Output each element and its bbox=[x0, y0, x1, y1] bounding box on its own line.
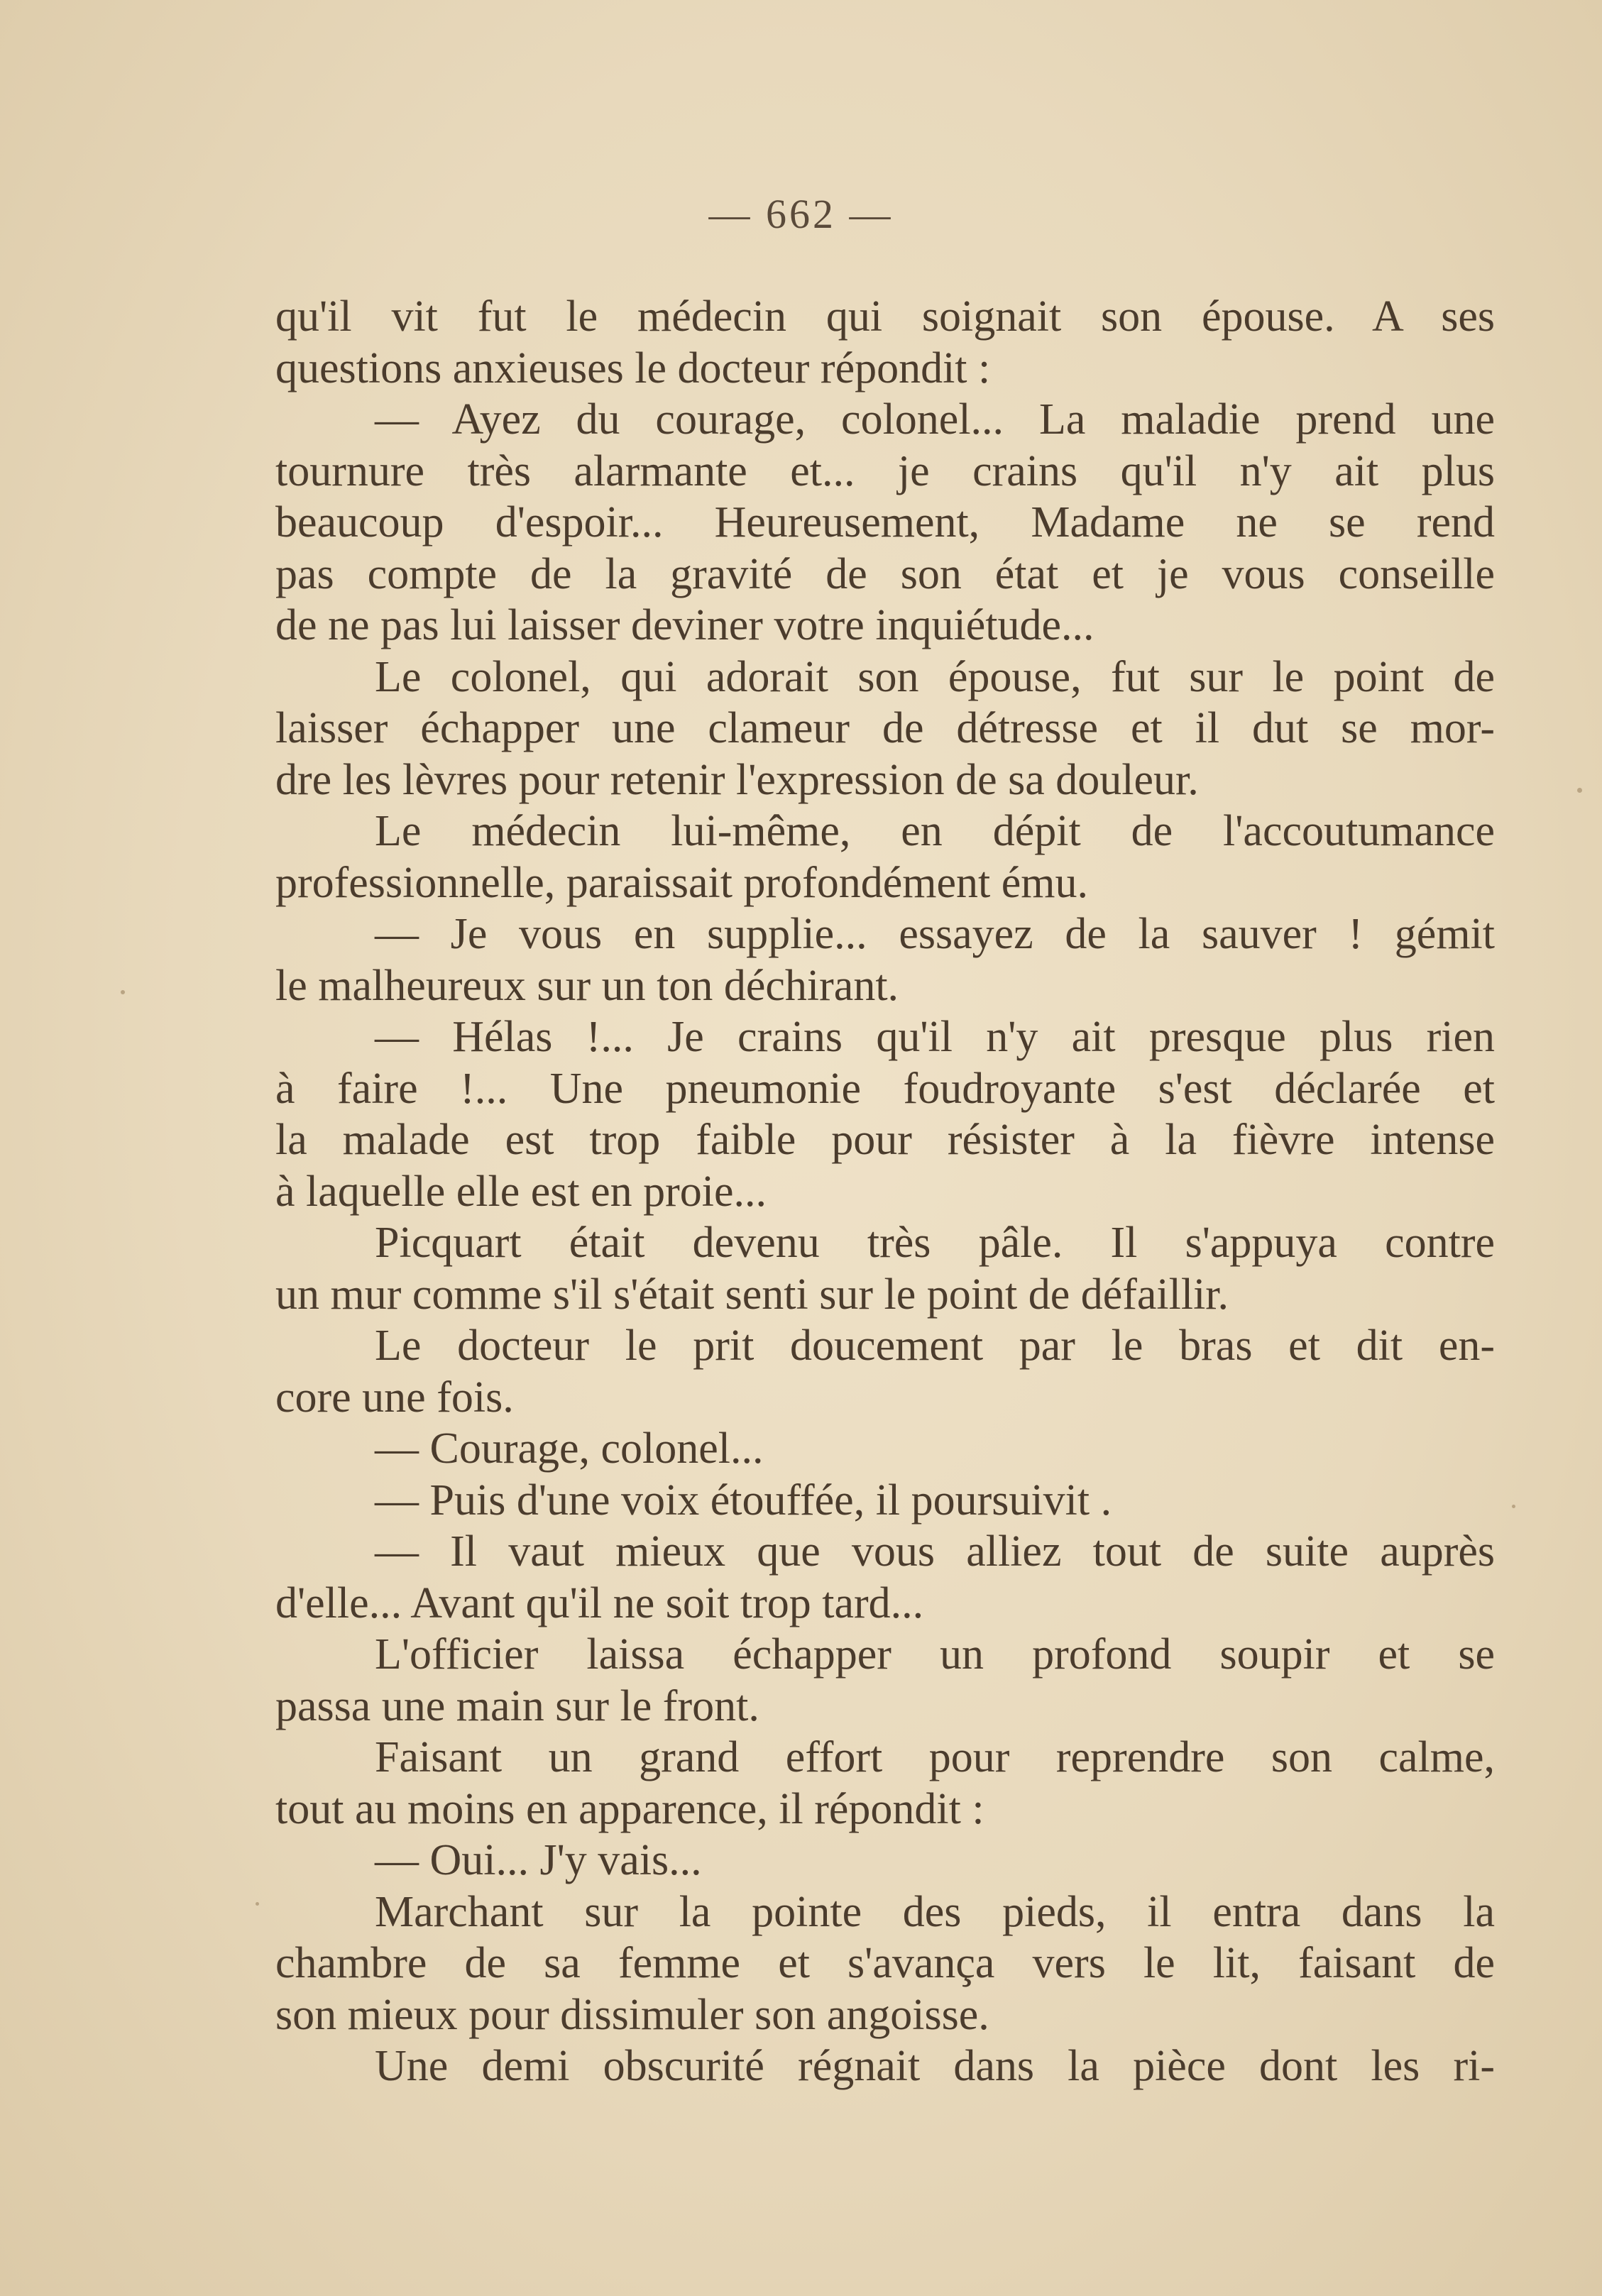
text-line: à faire !... Une pneumonie foudroyante s'est déclarée et bbox=[275, 1064, 1495, 1113]
paper-speck bbox=[1577, 788, 1582, 793]
text-line: Picquart était devenu très pâle. Il s'appuya contre bbox=[375, 1219, 1495, 1267]
text-line: à laquelle elle est en proie... bbox=[275, 1167, 767, 1216]
text-line: son mieux pour dissimuler son angoisse. bbox=[275, 1990, 989, 2039]
text-line: Marchant sur la pointe des pieds, il entra dans la bbox=[375, 1887, 1495, 1936]
page-number: — 662 — bbox=[708, 191, 894, 237]
text-line: — Puis d'une voix étouffée, il poursuivit . bbox=[375, 1476, 1112, 1525]
text-line: — Je vous en supplie... essayez de la sauver ! gémit bbox=[375, 910, 1495, 958]
text-line: laisser échapper une clameur de détresse et il dut se mor- bbox=[275, 704, 1495, 752]
text-line: — Il vaut mieux que vous alliez tout de suite auprès bbox=[375, 1527, 1495, 1576]
text-line: professionnelle, paraissait profondément ému. bbox=[275, 858, 1088, 907]
body-text bbox=[275, 291, 1495, 2092]
text-line: chambre de sa femme et s'avança vers le lit, faisant de bbox=[275, 1939, 1495, 1987]
text-line: — Ayez du courage, colonel... La maladie prend une bbox=[375, 395, 1495, 444]
text-line: le malheureux sur un ton déchirant. bbox=[275, 961, 899, 1010]
text-line: — Hélas !... Je crains qu'il n'y ait presque plus rien bbox=[375, 1013, 1495, 1061]
paper-speck bbox=[256, 1902, 259, 1906]
text-line: Faisant un grand effort pour reprendre son calme, bbox=[375, 1733, 1495, 1781]
text-line: qu'il vit fut le médecin qui soignait son épouse. A ses bbox=[275, 292, 1495, 341]
text-line: de ne pas lui laisser deviner votre inquiétude... bbox=[275, 601, 1094, 649]
paper-speck bbox=[121, 990, 125, 994]
text-line: passa une main sur le front. bbox=[275, 1681, 759, 1730]
text-line: dre les lèvres pour retenir l'expression de sa douleur. bbox=[275, 755, 1199, 804]
text-line: Le colonel, qui adorait son épouse, fut sur le point de bbox=[375, 652, 1495, 701]
text-line: un mur comme s'il s'était senti sur le point de défaillir. bbox=[275, 1270, 1229, 1319]
text-line: tournure très alarmante et... je crains qu'il n'y ait plus bbox=[275, 446, 1495, 495]
paper-speck bbox=[1512, 1505, 1515, 1508]
text-line: L'officier laissa échapper un profond soupir et se bbox=[375, 1630, 1495, 1679]
text-line: tout au moins en apparence, il répondit : bbox=[275, 1784, 984, 1833]
text-line: Une demi obscurité régnait dans la pièce dont les ri- bbox=[375, 2042, 1495, 2090]
text-line: — Oui... J'y vais... bbox=[375, 1836, 702, 1884]
text-line: pas compte de la gravité de son état et je vous conseille bbox=[275, 549, 1495, 598]
text-line: d'elle... Avant qu'il ne soit trop tard... bbox=[275, 1578, 924, 1627]
text-line: Le médecin lui-même, en dépit de l'accoutumance bbox=[375, 807, 1495, 855]
text-line: Le docteur le prit doucement par le bras et dit en- bbox=[375, 1322, 1495, 1370]
text-line: — Courage, colonel... bbox=[375, 1424, 764, 1473]
text-line: questions anxieuses le docteur répondit : bbox=[275, 344, 991, 392]
text-line: la malade est trop faible pour résister à la fièvre intense bbox=[275, 1116, 1495, 1164]
text-line: core une fois. bbox=[275, 1373, 514, 1422]
text-line: beaucoup d'espoir... Heureusement, Madame ne se rend bbox=[275, 498, 1495, 546]
